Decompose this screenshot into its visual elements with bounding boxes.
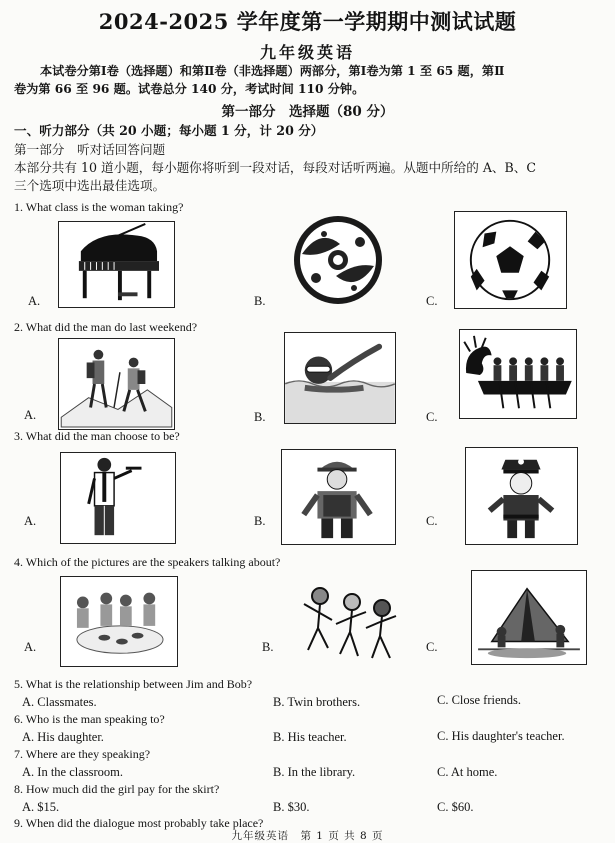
q7-option-b: B. In the library. bbox=[273, 765, 356, 779]
q3-option-a-label: A. bbox=[24, 514, 37, 528]
q8-option-a: A. $15. bbox=[22, 800, 60, 814]
q3-option-b-label: B. bbox=[254, 514, 266, 528]
q7-option-a: A. In the classroom. bbox=[22, 765, 124, 779]
waiter-image bbox=[60, 452, 176, 544]
q2-option-a-label: A. bbox=[24, 408, 37, 422]
page-footer: 九年级英语 第 1 页 共 8 页 bbox=[231, 830, 384, 842]
q4-option-c-label: C. bbox=[426, 640, 438, 654]
exam-subtitle: 九年级英语 bbox=[259, 43, 355, 62]
paper-cut-fish-image bbox=[280, 214, 396, 307]
piano-image bbox=[58, 221, 175, 308]
question-6: 6. Who is the man speaking to? bbox=[14, 712, 165, 726]
q2-option-c-label: C. bbox=[426, 410, 438, 424]
q8-option-b: B. $30. bbox=[273, 800, 310, 814]
instructions-line-2: 卷为第 66 至 96 题。试卷总分 140 分，考试时间 110 分钟。 bbox=[14, 82, 365, 96]
part-heading: 第一部分 选择题（80 分） bbox=[221, 104, 394, 120]
q2-option-b-label: B. bbox=[254, 410, 266, 424]
worker-image bbox=[281, 449, 396, 545]
q4-option-b-label: B. bbox=[262, 640, 274, 654]
instructions-line-1: 本试卷分第Ⅰ卷（选择题）和第Ⅱ卷（非选择题）两部分，第Ⅰ卷为第 1 至 65 题，第Ⅱ bbox=[40, 64, 505, 78]
q5-option-b: B. Twin brothers. bbox=[273, 695, 361, 709]
q6-option-c: C. His daughter's teacher. bbox=[437, 729, 565, 743]
q1-option-a-label: A. bbox=[28, 294, 41, 308]
question-8: 8. How much did the girl pay for the skirt? bbox=[14, 782, 220, 796]
question-4: 4. Which of the pictures are the speakers talking about? bbox=[14, 555, 281, 569]
question-7: 7. Where are they speaking? bbox=[14, 747, 151, 761]
exam-title: 2024-2025 学年度第一学期期中测试试题 bbox=[98, 9, 517, 34]
q5-option-a: A. Classmates. bbox=[22, 695, 97, 709]
exam-instructions bbox=[14, 62, 602, 98]
q5-option-c: C. Close friends. bbox=[437, 693, 522, 707]
swimming-image bbox=[284, 332, 396, 424]
camping-tent-image bbox=[471, 570, 587, 665]
q7-option-c: C. At home. bbox=[437, 765, 498, 779]
q4-option-a-label: A. bbox=[24, 640, 37, 654]
q6-option-a: A. His daughter. bbox=[22, 730, 104, 744]
question-9: 9. When did the dialogue most probably take place? bbox=[14, 816, 264, 830]
q1-option-c-label: C. bbox=[426, 294, 438, 308]
q3-option-c-label: C. bbox=[426, 514, 438, 528]
section-instructions-2: 三个选项中选出最佳选项。 bbox=[14, 178, 166, 193]
q6-option-b: B. His teacher. bbox=[273, 730, 347, 744]
hiking-image bbox=[58, 338, 175, 430]
question-3: 3. What did the man choose to be? bbox=[14, 429, 180, 443]
q8-option-c: C. $60. bbox=[437, 800, 474, 814]
question-1: 1. What class is the woman taking? bbox=[14, 200, 184, 214]
section-heading: 一、听力部分（共 20 小题；每小题 1 分，计 20 分） bbox=[14, 123, 324, 138]
soccer-ball-image bbox=[454, 211, 567, 309]
question-2: 2. What did the man do last weekend? bbox=[14, 320, 198, 334]
section-subheading: 第一部分 听对话回答问题 bbox=[14, 142, 166, 157]
kids-running-image bbox=[296, 576, 409, 667]
section-instructions-1: 本部分共有 10 道小题，每小题你将听到一段对话，每段对话听两遍。从题中所给的 A、B、C bbox=[14, 160, 536, 175]
question-5: 5. What is the relationship between Jim and Bob? bbox=[14, 677, 253, 691]
family-dinner-image bbox=[60, 576, 178, 667]
q1-option-b-label: B. bbox=[254, 294, 266, 308]
police-officer-image bbox=[465, 447, 578, 545]
dragon-boat-image bbox=[459, 329, 577, 419]
